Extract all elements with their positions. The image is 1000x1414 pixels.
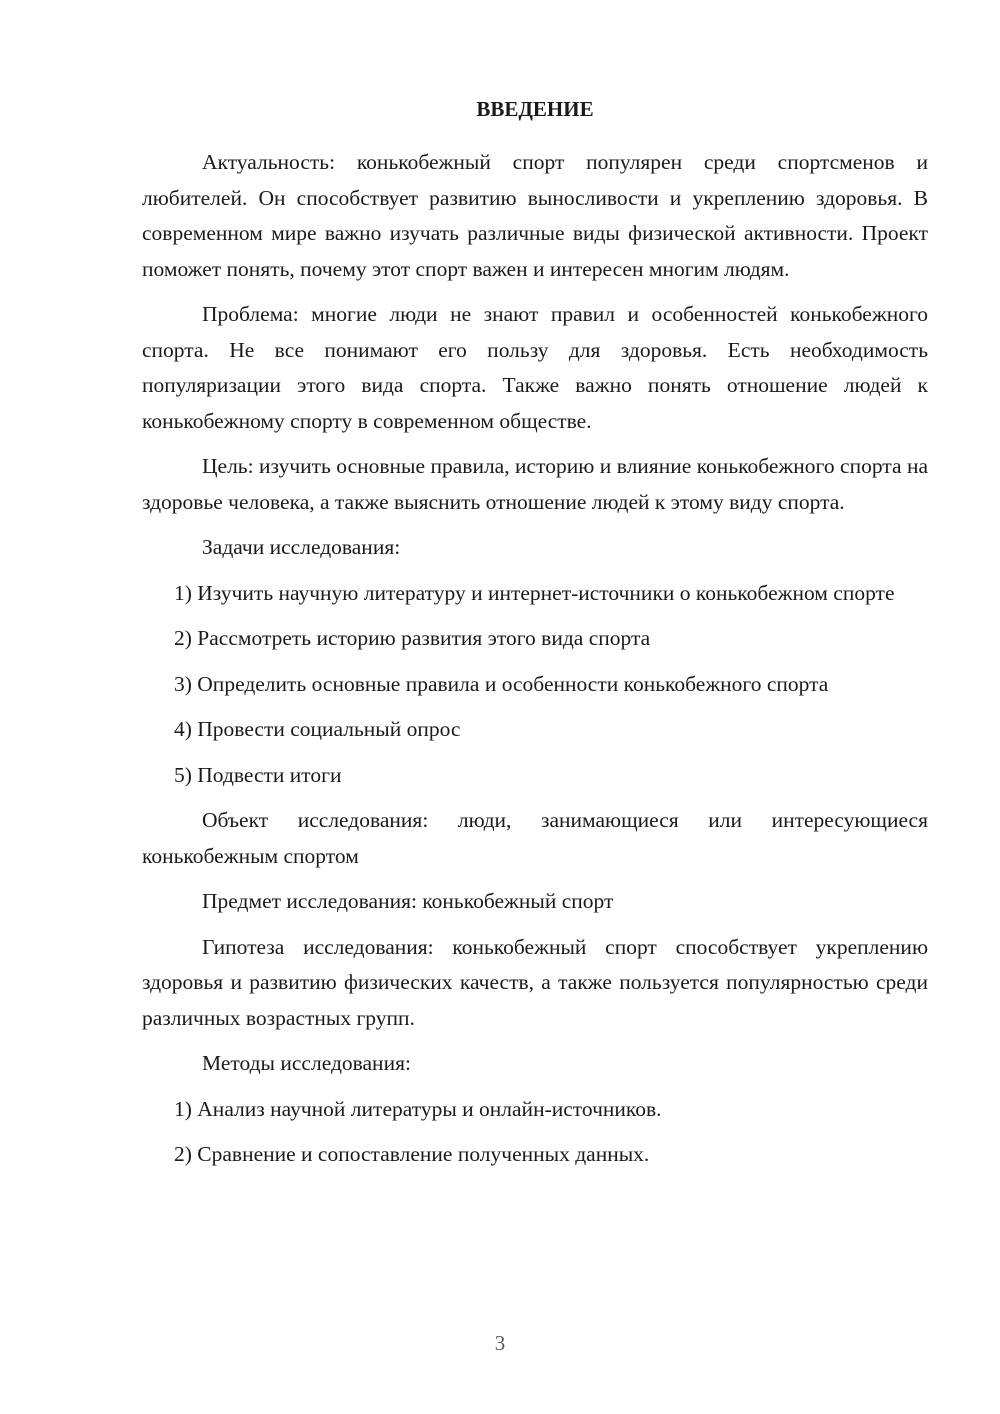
paragraph-hypothesis: Гипотеза исследования: конькобежный спорт способствует укреплению здоровья и развитию физических качеств, а также пользуется популярностью среди различных возрастных групп. <box>142 934 928 1030</box>
paragraph-goal: Цель: изучить основные правила, историю и влияние конькобежного спорта на здоровье человека, а также выяснить отношение людей к этому виду спорта. <box>142 454 928 514</box>
task-item-2: 2) Рассмотреть историю развития этого вида спорта <box>174 626 651 650</box>
paragraph-relevance: Актуальность: конькобежный спорт популярен среди спортсменов и любителей. Он способствует развитию выносливости и укреплению здоровья. В современном мире важно изучать различные виды физической активности. Проект поможет понять, почему этот спорт важен и интересен многим людям. <box>142 150 928 281</box>
task-item-4: 4) Провести социальный опрос <box>174 717 461 741</box>
method-item-1: 1) Анализ научной литературы и онлайн-источников. <box>174 1096 662 1121</box>
method-item-2: 2) Сравнение и сопоставление полученных данных. <box>174 1142 650 1166</box>
paragraph-problem: Проблема: многие люди не знают правил и особенностей конькобежного спорта. Не все понимают его пользу для здоровья. Есть необходимость популяризации этого вида спорта. Также важно понять отношение людей к конькобежному спорту в современном обществе. <box>142 302 928 433</box>
task-item-3: 3) Определить основные правила и особенности конькобежного спорта <box>174 671 829 696</box>
tasks-heading: Задачи исследования: <box>202 535 401 559</box>
task-item-1: 1) Изучить научную литературу и интернет-источники о конькобежном спорте <box>174 580 895 605</box>
task-item-5: 5) Подвести итоги <box>174 762 342 787</box>
section-heading: ВВЕДЕНИЕ <box>476 97 594 121</box>
paragraph-object: Объект исследования: люди, занимающиеся или интересующиеся конькобежным спортом <box>142 808 928 868</box>
document-page <box>142 92 928 1183</box>
paragraph-subject: Предмет исследования: конькобежный спорт <box>202 889 614 913</box>
methods-heading: Методы исследования: <box>202 1051 411 1075</box>
page-number: 3 <box>494 1331 506 1355</box>
